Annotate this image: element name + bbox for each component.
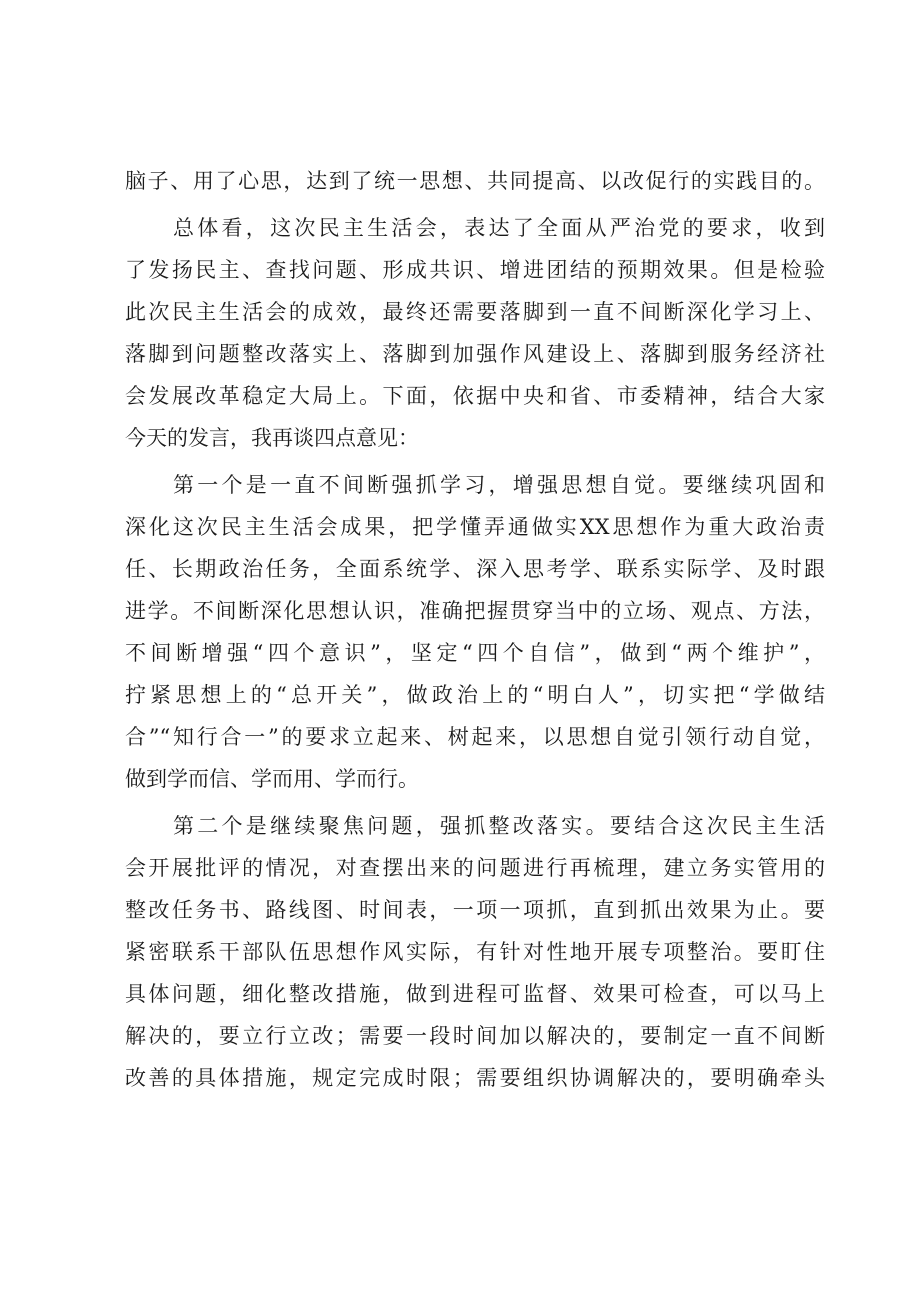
text-line: 做到学而信、学而用、学而行。 [125, 767, 419, 791]
text-line: 此次民主生活会的成效，最终还需要落脚到一直不间断深化学习上、 [125, 300, 825, 324]
text-line: 今天的发言，我再谈四点意见： [125, 426, 419, 450]
paragraph-overall-assessment [125, 207, 825, 459]
text-line: 第一个是一直不间断强抓学习，增强思想自觉。要继续巩固和 [173, 473, 825, 497]
paragraph-point-two [125, 805, 825, 1099]
text-line: 脑子、用了心思，达到了统一思想、共同提高、以改促行的实践目的。 [125, 169, 825, 193]
paragraph-continuation [125, 160, 825, 202]
text-line: 深化这次民主生活会成果，把学懂弄通做实XX思想作为重大政治责 [125, 515, 825, 539]
text-line: 落脚到问题整改落实上、落脚到加强作风建设上、落脚到服务经济社 [125, 342, 825, 366]
text-line: 解决的，要立行立改；需要一段时间加以解决的，要制定一直不间断 [125, 1024, 825, 1048]
text-line: 合”“知行合一”的要求立起来、树起来，以思想自觉引领行动自觉， [125, 725, 825, 749]
text-line: 具体问题，细化整改措施，做到进程可监督、效果可检查，可以马上 [125, 982, 825, 1006]
text-line: 总体看，这次民主生活会，表达了全面从严治党的要求，收到 [173, 216, 825, 240]
text-line: 紧密联系干部队伍思想作风实际，有针对性地开展专项整治。要盯住 [125, 940, 825, 964]
text-line: 进学。不间断深化思想认识，准确把握贯穿当中的立场、观点、方法， [125, 599, 825, 623]
text-line: 会发展改革稳定大局上。下面，依据中央和省、市委精神，结合大家 [125, 384, 825, 408]
document-body [125, 160, 825, 1099]
text-line: 了发扬民主、查找问题、形成共识、增进团结的预期效果。但是检验 [125, 258, 825, 282]
text-line: 拧紧思想上的“总开关”，做政治上的“明白人”，切实把“学做结 [125, 683, 825, 707]
text-line: 任、长期政治任务，全面系统学、深入思考学、联系实际学、及时跟 [125, 557, 825, 581]
text-line: 不间断增强“四个意识”，坚定“四个自信”，做到“两个维护”， [125, 641, 825, 665]
text-line: 改善的具体措施，规定完成时限；需要组织协调解决的，要明确牵头 [125, 1066, 825, 1090]
text-line: 第二个是继续聚焦问题，强抓整改落实。要结合这次民主生活 [173, 814, 825, 838]
text-line: 整改任务书、路线图、时间表，一项一项抓，直到抓出效果为止。要 [125, 898, 825, 922]
text-line: 会开展批评的情况，对查摆出来的问题进行再梳理，建立务实管用的 [125, 856, 825, 880]
paragraph-point-one [125, 464, 825, 800]
